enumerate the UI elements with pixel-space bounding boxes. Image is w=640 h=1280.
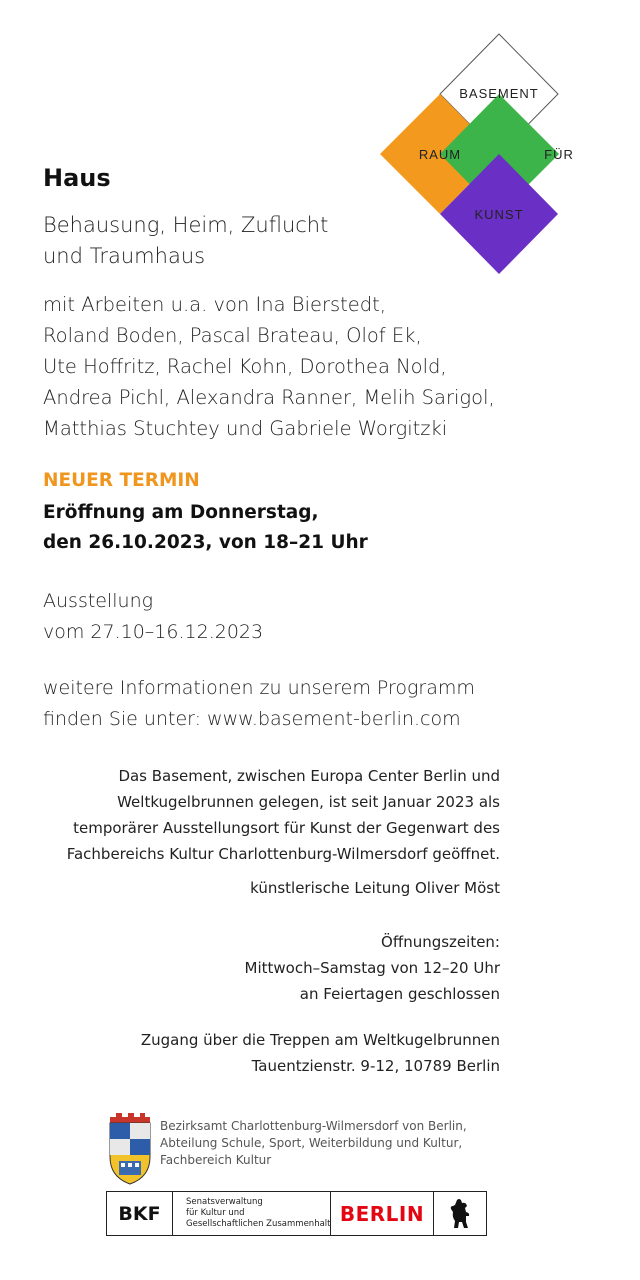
senat-line: für Kultur und (186, 1208, 245, 1218)
hours-line: Öffnungszeiten: (381, 933, 500, 951)
artists-list (43, 289, 495, 444)
info-line[interactable]: finden Sie unter: www.basement-berlin.com (43, 708, 461, 730)
exhibition-dates (43, 586, 263, 648)
direction-line: künstlerische Leitung Oliver Möst (250, 879, 500, 897)
opening-line: Eröffnung am Donnerstag, (43, 502, 319, 523)
artists-line: Ute Hoffritz, Rachel Kohn, Dorothea Nold, (43, 355, 447, 378)
exhibition-line: vom 27.10–16.12.2023 (43, 621, 264, 643)
coat-of-arms-icon (107, 1113, 153, 1185)
logo-fuer: FÜR (544, 147, 574, 162)
district-office (160, 1118, 467, 1169)
more-info (43, 673, 475, 735)
berlin-bear-icon (449, 1198, 471, 1230)
artists-line: Matthias Stuchtey und Gabriele Worgitzki (43, 417, 448, 440)
opening-info (43, 498, 368, 558)
subtitle-line: und Traumhaus (43, 244, 206, 268)
new-date-label: NEUER TERMIN (43, 470, 200, 491)
logo-raum: RAUM (418, 147, 462, 162)
opening-line: den 26.10.2023, von 18–21 Uhr (43, 532, 368, 553)
exhibition-line: Ausstellung (43, 590, 154, 612)
opening-hours (245, 929, 501, 1007)
artists-line: Andrea Pichl, Alexandra Ranner, Melih Sarigol, (43, 386, 495, 409)
basement-logo (378, 32, 574, 276)
exhibition-title: Haus (43, 164, 111, 192)
access-line: Zugang über die Treppen am Weltkugelbrunnen (140, 1031, 500, 1049)
artistic-direction (250, 875, 500, 901)
access-info (141, 1027, 500, 1079)
office-line: Fachbereich Kultur (160, 1153, 272, 1167)
senat-line: Senatsverwaltung (186, 1197, 263, 1207)
about-line: Fachbereichs Kultur Charlottenburg-Wilmersdorf geöffnet. (66, 845, 500, 863)
subtitle-line: Behausung, Heim, Zuflucht (43, 213, 329, 237)
sponsor-logo-bar (106, 1191, 487, 1236)
bear-cell (434, 1192, 486, 1235)
bkf-logo: BKF (107, 1192, 173, 1235)
senat-logo (173, 1192, 331, 1235)
senat-line: Gesellschaftlichen Zusammenhalt (186, 1219, 331, 1229)
office-line: Abteilung Schule, Sport, Weiterbildung und Kultur, (160, 1136, 463, 1150)
office-line: Bezirksamt Charlottenburg-Wilmersdorf von Berlin, (160, 1119, 467, 1133)
artists-line: Roland Boden, Pascal Brateau, Olof Ek, (43, 324, 422, 347)
logo-basement: BASEMENT (459, 86, 539, 101)
artists-line: mit Arbeiten u.a. von Ina Bierstedt, (43, 293, 387, 316)
exhibition-subtitle (43, 210, 328, 272)
logo-kunst: KUNST (474, 207, 524, 222)
access-line: Tauentzienstr. 9-12, 10789 Berlin (251, 1057, 500, 1075)
about-line: Das Basement, zwischen Europa Center Berlin und (118, 767, 500, 785)
hours-line: Mittwoch–Samstag von 12–20 Uhr (244, 959, 500, 977)
berlin-logo: BERLIN (331, 1192, 434, 1235)
hours-line: an Feiertagen geschlossen (299, 985, 500, 1003)
about-text (67, 763, 500, 867)
about-line: Weltkugelbrunnen gelegen, ist seit Januar 2023 als (117, 793, 500, 811)
about-line: temporärer Ausstellungsort für Kunst der Gegenwart des (73, 819, 500, 837)
info-line: weitere Informationen zu unserem Programm (43, 677, 475, 699)
